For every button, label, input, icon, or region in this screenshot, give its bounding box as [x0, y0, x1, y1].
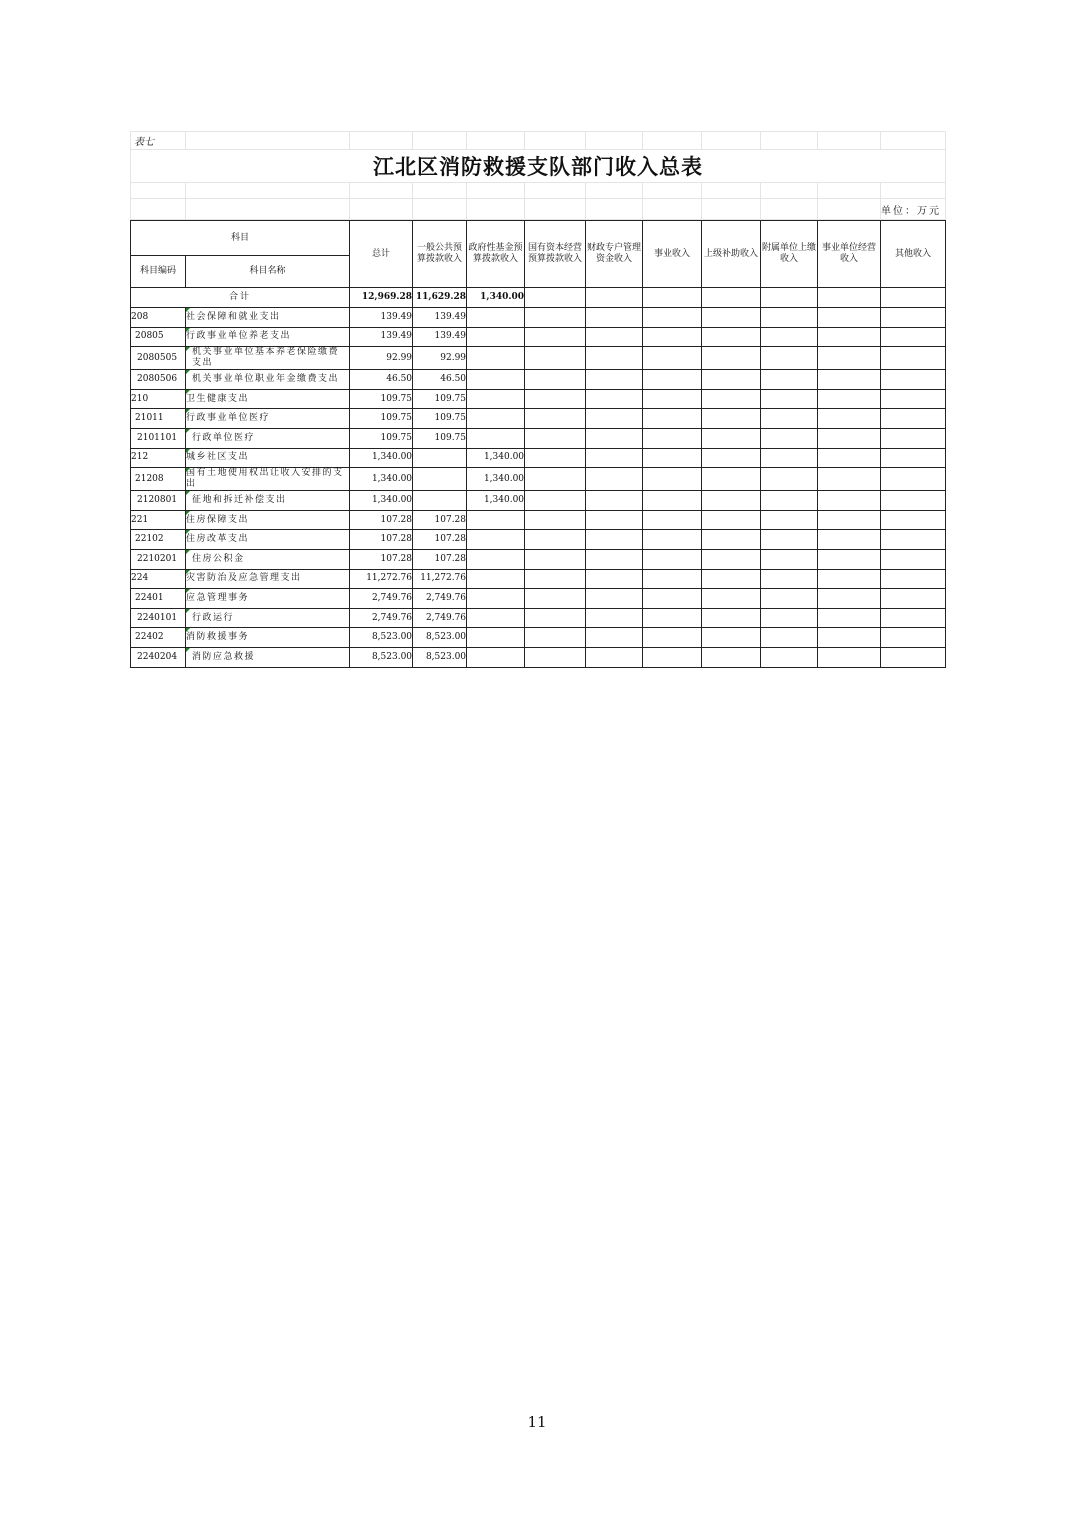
row-general-budget: 109.75 [413, 389, 467, 409]
header-total: 总计 [350, 221, 413, 288]
row-gov-fund [467, 647, 525, 667]
subject-name-text: 住房公积金 [192, 553, 245, 564]
row-total: 139.49 [350, 308, 413, 328]
subject-name-text: 社会保障和就业支出 [186, 311, 281, 322]
subject-name-text: 行政单位医疗 [192, 432, 256, 443]
row-gov-fund [467, 409, 525, 429]
cell-marker-icon [186, 429, 190, 433]
header-superior-subsidy: 上级补助收入 [702, 221, 761, 288]
row-gov-fund [467, 389, 525, 409]
subject-name-text: 消防应急救援 [192, 651, 256, 662]
sheet-header-grid [130, 131, 946, 220]
row-total: 1,340.00 [350, 468, 413, 491]
row-general-budget: 139.49 [413, 308, 467, 328]
subject-name [186, 628, 350, 648]
row-gov-fund [467, 428, 525, 448]
subject-code: 210 [131, 389, 186, 409]
row-total: 8,523.00 [350, 628, 413, 648]
table-row [131, 608, 946, 628]
row-total: 2,749.76 [350, 589, 413, 609]
table-row [131, 370, 946, 390]
header-subject: 科目 [131, 221, 350, 256]
row-general-budget: 11,272.76 [413, 569, 467, 589]
row-gov-fund [467, 308, 525, 328]
total-row [131, 288, 946, 308]
subject-name [186, 389, 350, 409]
row-gov-fund [467, 549, 525, 569]
subject-code: 22102 [131, 530, 186, 550]
row-total: 46.50 [350, 370, 413, 390]
table-row [131, 448, 946, 468]
row-general-budget [413, 468, 467, 491]
row-total: 2,749.76 [350, 608, 413, 628]
subject-code: 2080506 [131, 370, 186, 390]
subject-name [186, 468, 350, 491]
subject-code: 21208 [131, 468, 186, 491]
subject-name-text: 消防救援事务 [186, 632, 250, 643]
row-total: 1,340.00 [350, 448, 413, 468]
subject-name-text: 机关事业单位基本养老保险缴费支出 [192, 347, 340, 369]
subject-name [186, 569, 350, 589]
row-general-budget: 139.49 [413, 327, 467, 347]
subject-name [186, 589, 350, 609]
cell-marker-icon [186, 511, 190, 515]
row-total: 107.28 [350, 549, 413, 569]
subject-code: 208 [131, 308, 186, 328]
subject-name [186, 370, 350, 390]
subject-name-text: 征地和拆迁补偿支出 [192, 494, 287, 505]
page-title: 江北区消防救援支队部门收入总表 [131, 150, 946, 183]
row-general-budget: 46.50 [413, 370, 467, 390]
header-operating: 事业单位经营收入 [818, 221, 881, 288]
subject-name [186, 347, 350, 370]
cell-marker-icon [186, 609, 190, 613]
subject-name [186, 409, 350, 429]
row-gov-fund: 1,340.00 [467, 491, 525, 511]
row-gov-fund [467, 327, 525, 347]
subject-name [186, 491, 350, 511]
table-row [131, 409, 946, 429]
cell-marker-icon [186, 530, 190, 534]
row-general-budget [413, 491, 467, 511]
subject-name [186, 308, 350, 328]
header-gov-fund: 政府性基金预算拨款收入 [467, 221, 525, 288]
subject-name-text: 住房改革支出 [186, 534, 250, 545]
subject-code: 224 [131, 569, 186, 589]
table-row [131, 491, 946, 511]
income-summary-sheet [130, 131, 945, 668]
cell-marker-icon [186, 550, 190, 554]
subject-name-text: 应急管理事务 [186, 592, 250, 603]
cell-marker-icon [186, 468, 190, 472]
cell-marker-icon [186, 370, 190, 374]
page-number: 11 [527, 1413, 547, 1431]
row-gov-fund [467, 347, 525, 370]
subject-name [186, 448, 350, 468]
row-gov-fund [467, 589, 525, 609]
subject-code: 2240204 [131, 647, 186, 667]
table-row [131, 327, 946, 347]
row-gov-fund [467, 628, 525, 648]
row-general-budget: 109.75 [413, 409, 467, 429]
subject-code: 2240101 [131, 608, 186, 628]
row-total: 107.28 [350, 530, 413, 550]
row-gov-fund: 1,340.00 [467, 448, 525, 468]
row-general-budget: 107.28 [413, 549, 467, 569]
row-total: 107.28 [350, 510, 413, 530]
table-row [131, 428, 946, 448]
table-row [131, 510, 946, 530]
header-other: 其他收入 [881, 221, 946, 288]
subject-name-text: 城乡社区支出 [186, 452, 250, 463]
row-gov-fund [467, 370, 525, 390]
row-general-budget: 2,749.76 [413, 589, 467, 609]
total-general-budget: 11,629.28 [413, 288, 467, 308]
row-total: 109.75 [350, 389, 413, 409]
row-general-budget: 92.99 [413, 347, 467, 370]
row-total: 1,340.00 [350, 491, 413, 511]
table-row [131, 468, 946, 491]
header-subject-name: 科目名称 [186, 256, 350, 288]
subject-name [186, 327, 350, 347]
row-gov-fund: 1,340.00 [467, 468, 525, 491]
row-general-budget: 8,523.00 [413, 647, 467, 667]
row-total: 109.75 [350, 409, 413, 429]
total-sum: 12,969.28 [350, 288, 413, 308]
subject-name [186, 510, 350, 530]
subject-name-text: 行政事业单位养老支出 [186, 331, 292, 342]
row-general-budget: 107.28 [413, 510, 467, 530]
subject-code: 22402 [131, 628, 186, 648]
total-label: 合计 [131, 288, 350, 308]
table-row [131, 589, 946, 609]
subject-code: 2080505 [131, 347, 186, 370]
cell-marker-icon [186, 347, 190, 351]
subject-code: 22401 [131, 589, 186, 609]
subject-code: 212 [131, 448, 186, 468]
row-gov-fund [467, 608, 525, 628]
subject-name-text: 住房保障支出 [186, 514, 250, 525]
subject-code: 221 [131, 510, 186, 530]
subject-name [186, 608, 350, 628]
table-row [131, 530, 946, 550]
subject-name-text: 国有土地使用权出让收入安排的支出 [186, 468, 344, 490]
table-row [131, 647, 946, 667]
subject-name [186, 549, 350, 569]
table-row [131, 347, 946, 370]
header-affiliated: 附属单位上缴收入 [761, 221, 818, 288]
subject-code: 2210201 [131, 549, 186, 569]
row-gov-fund [467, 530, 525, 550]
row-total: 92.99 [350, 347, 413, 370]
table-label: 表七 [131, 132, 186, 150]
subject-name-text: 行政事业单位医疗 [186, 413, 271, 424]
subject-name [186, 647, 350, 667]
row-total: 8,523.00 [350, 647, 413, 667]
cell-marker-icon [186, 308, 190, 312]
cell-marker-icon [186, 570, 190, 574]
row-general-budget: 107.28 [413, 530, 467, 550]
income-table [130, 220, 946, 668]
subject-name-text: 机关事业单位职业年金缴费支出 [192, 373, 340, 384]
cell-marker-icon [186, 648, 190, 652]
subject-code: 21011 [131, 409, 186, 429]
row-gov-fund [467, 510, 525, 530]
row-total: 109.75 [350, 428, 413, 448]
row-general-budget: 109.75 [413, 428, 467, 448]
subject-name [186, 530, 350, 550]
subject-name-text: 灾害防治及应急管理支出 [186, 573, 302, 584]
row-general-budget: 2,749.76 [413, 608, 467, 628]
table-row [131, 628, 946, 648]
row-total: 11,272.76 [350, 569, 413, 589]
table-row [131, 308, 946, 328]
cell-marker-icon [186, 449, 190, 453]
subject-code: 2120801 [131, 491, 186, 511]
subject-name-text: 卫生健康支出 [186, 393, 250, 404]
cell-marker-icon [186, 409, 190, 413]
subject-name [186, 428, 350, 448]
cell-marker-icon [186, 491, 190, 495]
cell-marker-icon [186, 589, 190, 593]
row-gov-fund [467, 569, 525, 589]
table-row [131, 569, 946, 589]
subject-name-text: 行政运行 [192, 612, 235, 623]
header-general-budget: 一般公共预算拨款收入 [413, 221, 467, 288]
header-subject-code: 科目编码 [131, 256, 186, 288]
subject-code: 20805 [131, 327, 186, 347]
row-general-budget [413, 448, 467, 468]
row-general-budget: 8,523.00 [413, 628, 467, 648]
row-total: 139.49 [350, 327, 413, 347]
cell-marker-icon [186, 628, 190, 632]
total-gov-fund: 1,340.00 [467, 288, 525, 308]
header-state-capital: 国有资本经营预算拨款收入 [525, 221, 586, 288]
unit-label: 单位：万元 [881, 199, 946, 220]
cell-marker-icon [186, 390, 190, 394]
cell-marker-icon [186, 328, 190, 332]
table-row [131, 389, 946, 409]
header-special-fund: 财政专户管理资金收入 [586, 221, 643, 288]
header-business: 事业收入 [643, 221, 702, 288]
subject-code: 2101101 [131, 428, 186, 448]
table-row [131, 549, 946, 569]
